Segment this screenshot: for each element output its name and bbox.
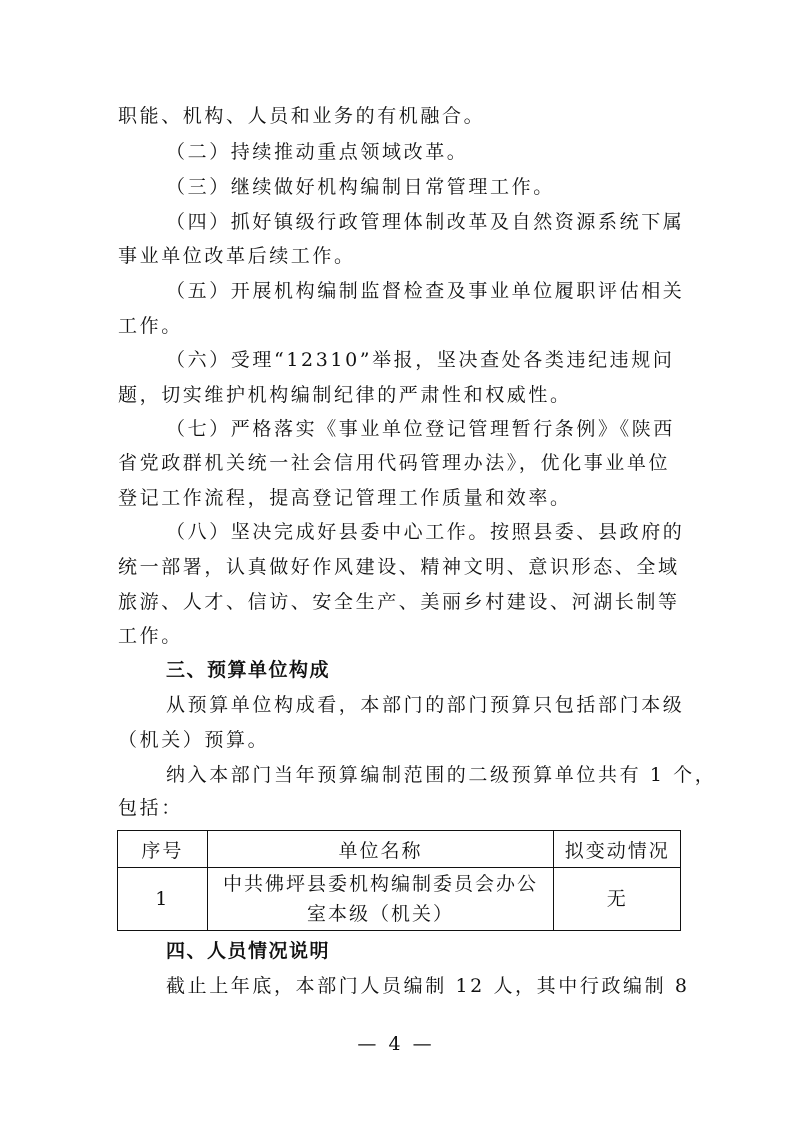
- section-heading: 三、预算单位构成: [166, 659, 331, 681]
- page-number: — 4 —: [357, 1033, 435, 1055]
- cell-unit-name: [207, 868, 554, 931]
- paragraph-line: （三）继续做好机构编制日常管理工作。: [166, 176, 555, 198]
- paragraph-line: 旅游、人才、信访、安全生产、美丽乡村建设、河湖长制等: [118, 591, 680, 613]
- paragraph-line: 截止上年底，本部门人员编制 12 人，其中行政编制 8: [166, 975, 690, 997]
- unit-name-line: 室本级（机关）: [307, 903, 455, 925]
- paragraph-line: 纳入本部门当年预算编制范围的二级预算单位共有 1 个，: [166, 764, 717, 786]
- header-unit-name: 单位名称: [207, 831, 554, 868]
- header-serial: 序号: [118, 831, 208, 868]
- paragraph-line: （五）开展机构编制监督检查及事业单位履职评估相关: [166, 280, 685, 302]
- paragraph-line: 包括：: [118, 797, 183, 819]
- paragraph-line: （机关）预算。: [118, 729, 270, 751]
- paragraph-line: 登记工作流程，提高登记管理工作质量和效率。: [118, 487, 572, 509]
- paragraph-line: 事业单位改革后续工作。: [118, 245, 356, 267]
- paragraph-line: （八）坚决完成好县委中心工作。按照县委、县政府的: [166, 521, 685, 543]
- paragraph-line: （二）持续推动重点领域改革。: [166, 141, 469, 163]
- paragraph-line: 职能、机构、人员和业务的有机融合。: [118, 105, 486, 127]
- paragraph-line: 工作。: [118, 315, 183, 337]
- paragraph-line: （七）严格落实《事业单位登记管理暂行条例》《陕西: [166, 418, 675, 440]
- paragraph-line: 题，切实维护机构编制纪律的严肃性和权威性。: [118, 384, 572, 406]
- section-heading: 四、人员情况说明: [166, 940, 331, 962]
- budget-unit-table: [117, 830, 681, 931]
- unit-name-line: 中共佛坪县委机构编制委员会办公: [223, 873, 539, 895]
- cell-serial: 1: [118, 868, 208, 931]
- cell-change-status: 无: [554, 868, 681, 931]
- paragraph-line: 省党政群机关统一社会信用代码管理办法》，优化事业单位: [118, 452, 671, 474]
- table-header-row: [118, 831, 681, 868]
- paragraph-line: 统一部署，认真做好作风建设、精神文明、意识形态、全域: [118, 556, 680, 578]
- paragraph-line: 工作。: [118, 625, 183, 647]
- paragraph-line: （四）抓好镇级行政管理体制改革及自然资源系统下属: [166, 211, 685, 233]
- header-change-status: 拟变动情况: [554, 831, 681, 868]
- paragraph-line: 从预算单位构成看，本部门的部门预算只包括部门本级: [166, 694, 685, 716]
- table-row: [118, 868, 681, 931]
- paragraph-line: （六）受理“12310”举报，坚决查处各类违纪违规问: [166, 349, 675, 371]
